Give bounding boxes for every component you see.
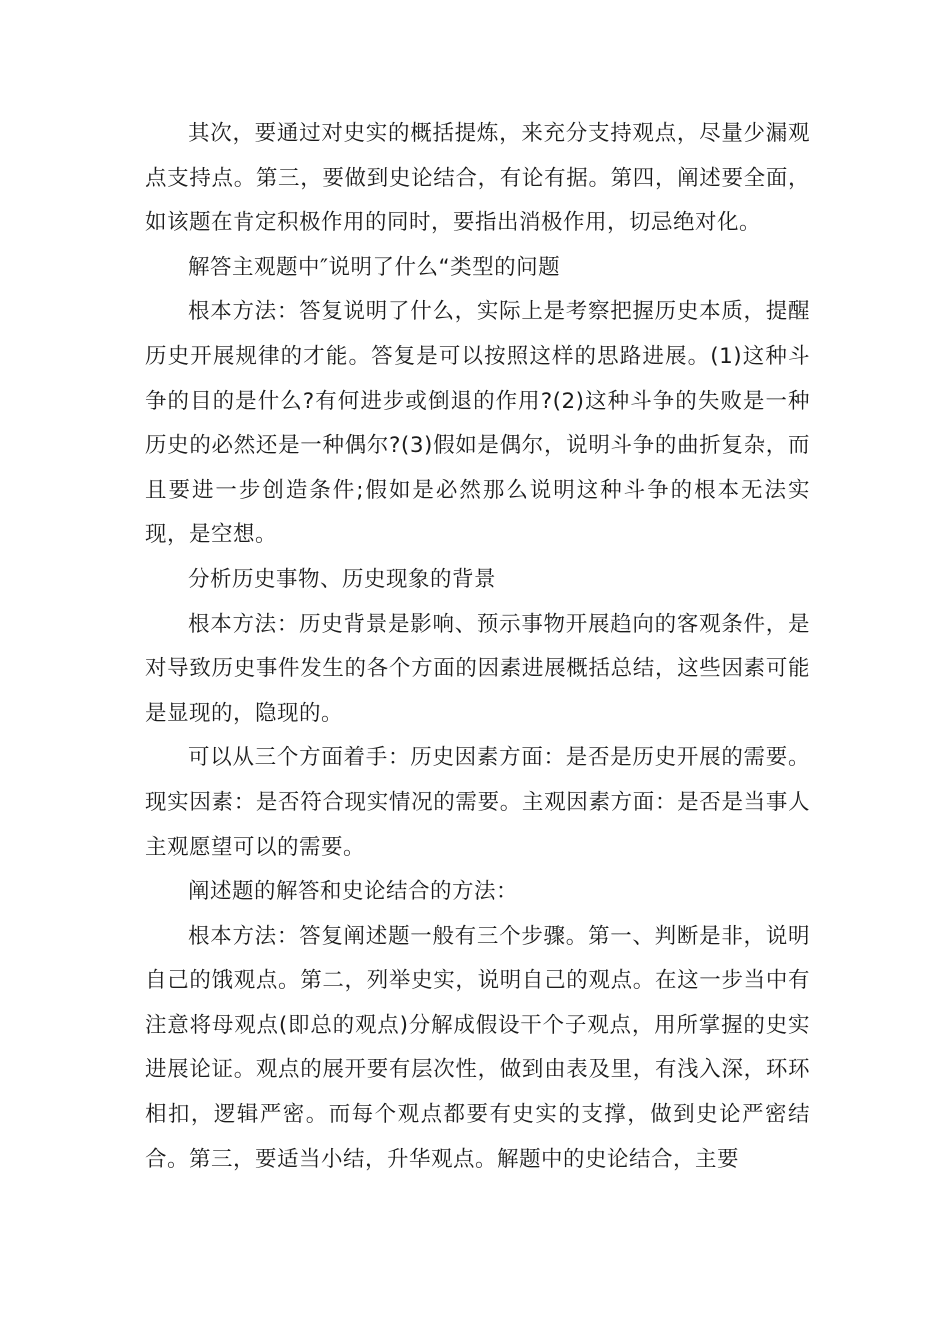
paragraph-essay-method: 根本方法：答复阐述题一般有三个步骤。第一、判断是非，说明自己的饿观点。第二，列举史实，说明自己的观点。在这一步当中有注意将母观点(即总的观点)分解成假设干个子观点，用所掌握的史实进展论证。观点的展开要有层次性，做到由表及里，有浅入深，环环相扣，逻辑严密。而每个观点都要有史实的支撑，做到史论严密结合。第三，要适当小结，升华观点。解题中的史论结合，主要 [145,923,810,1172]
paragraph-heading-background: 分析历史事物、历史现象的背景 [188,566,497,592]
paragraph-summary-support: 其次，要通过对史实的概括提炼，来充分支持观点，尽量少漏观点支持点。第三，要做到史论结合，有论有据。第四，阐述要全面，如该题在肯定积极作用的同时，要指出消极作用，切忌绝对化。 [145,121,810,236]
paragraph-heading-explain-question: 解答主观题中″说明了什么“类型的问题 [188,254,561,280]
paragraph-background-method: 根本方法：历史背景是影响、预示事物开展趋向的客观条件，是对导致历史事件发生的各个方面的因素进展概括总结，这些因素可能是显现的，隐现的。 [145,611,810,726]
paragraph-heading-essay-method: 阐述题的解答和史论结合的方法： [188,879,519,905]
paragraph-explain-method: 根本方法：答复说明了什么，实际上是考察把握历史本质，提醒历史开展规律的才能。答复是可以按照这样的思路进展。(1)这种斗争的目的是什么?有何进步或倒退的作用?(2)这种斗争的失败是一种历史的必然还是一种偶尔?(3)假如是偶尔，说明斗争的曲折复杂，而且要进一步创造条件;假如是必然那么说明这种斗争的根本无法实现，是空想。 [145,299,810,548]
document-body [145,112,810,1182]
paragraph-three-aspects: 可以从三个方面着手：历史因素方面：是否是历史开展的需要。现实因素：是否符合现实情况的需要。主观因素方面：是否是当事人主观愿望可以的需要。 [145,745,810,860]
